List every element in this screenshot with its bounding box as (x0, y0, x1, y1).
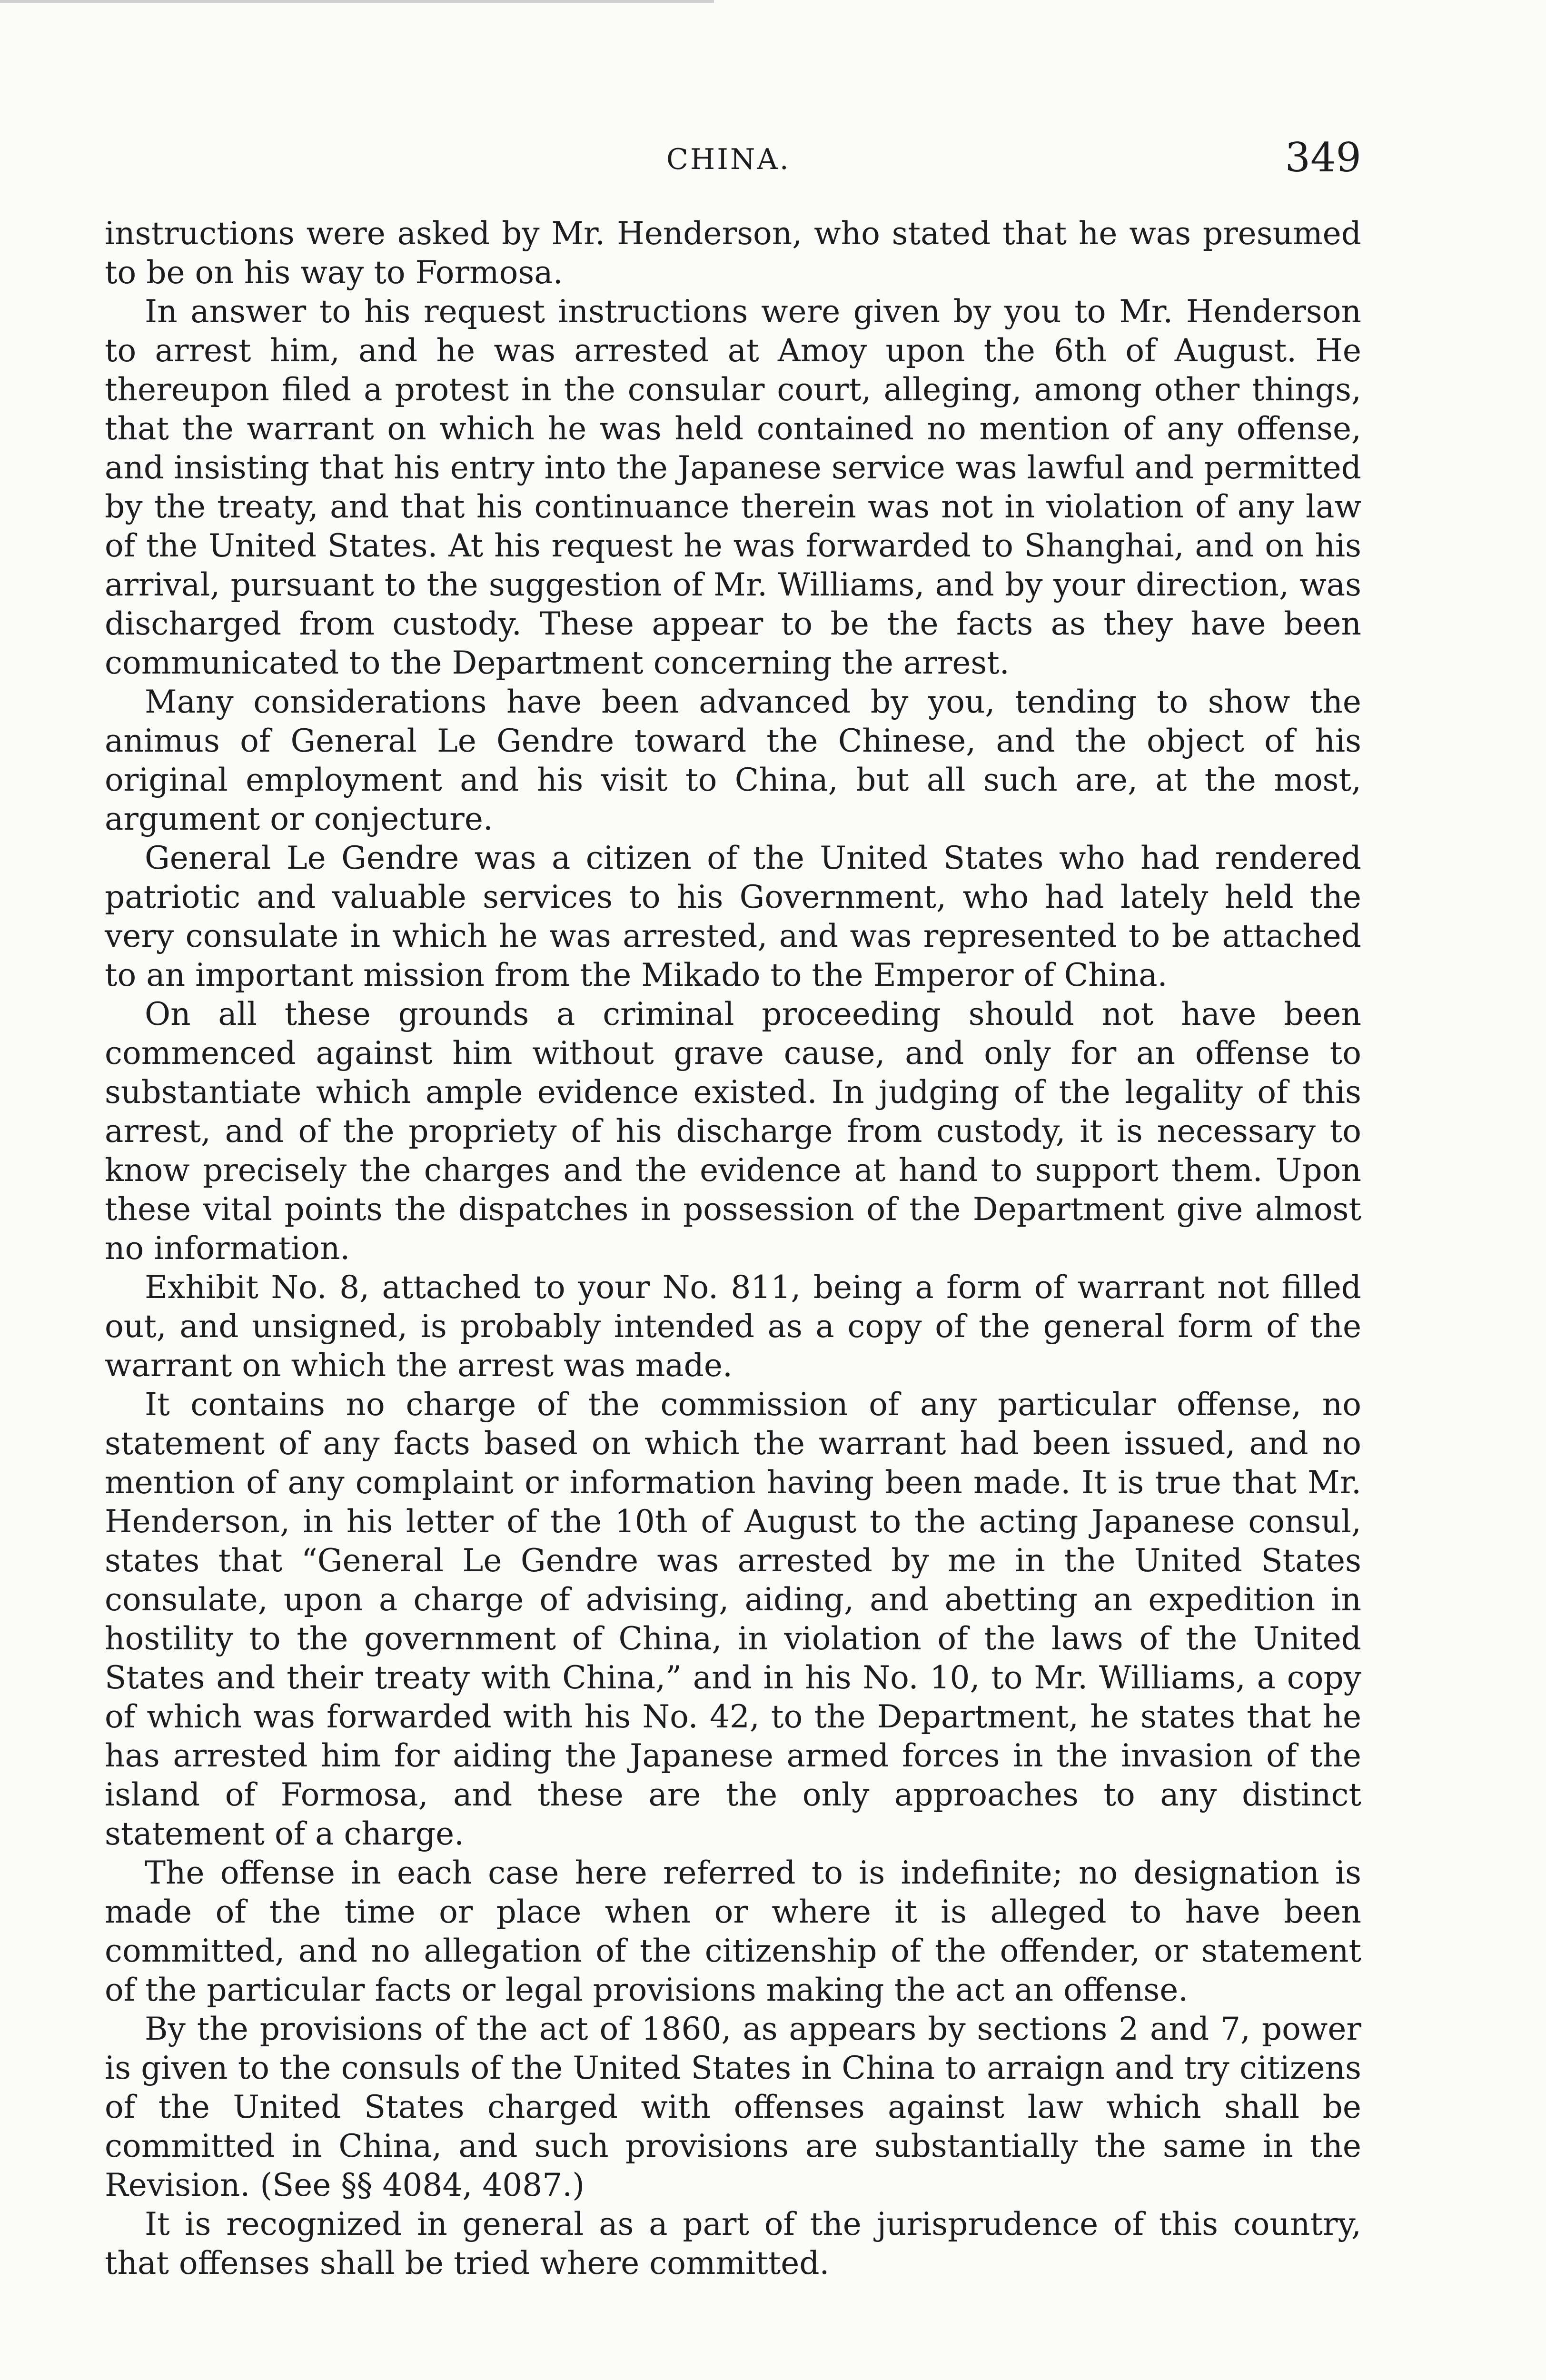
paragraph: In answer to his request instructions were given by you to Mr. Henderson to arrest him, and he was arrested at Amoy upon the 6th of August. He thereupon filed a protest in the consular court, alleging, among other things, that the warrant on which he was held contained no mention of any offense, and insisting that his entry into the Japanese service was lawful and permitted by the treaty, and that his continuance therein was not in violation of any law of the United States. At his request he was forwarded to Shanghai, and on his arrival, pursuant to the suggestion of Mr. Williams, and by your direction, was discharged from custody. These appear to be the facts as they have been communicated to the Department concerning the arrest. (105, 293, 1361, 681)
paragraph: General Le Gendre was a citizen of the United States who had rendered patriotic and valuable services to his Government, who had lately held the very consulate in which he was arrested, and was represented to be attached to an important mission from the Mikado to the Emperor of China. (105, 840, 1361, 993)
top-rule (0, 0, 714, 3)
paragraph: instructions were asked by Mr. Henderson, who stated that he was presumed to be on his way to Formosa. (105, 215, 1361, 291)
paragraph: It contains no charge of the commission of any particular offense, no statement of any facts based on which the warrant had been issued, and no mention of any complaint or information having been made. It is true that Mr. Henderson, in his letter of the 10th of August to the acting Japanese consul, states that “General Le Gendre was arrested by me in the United States consulate, upon a charge of advising, aiding, and abetting an expedition in hostility to the government of China, in violation of the laws of the United States and their treaty with China,” and in his No. 10, to Mr. Williams, a copy of which was forwarded with his No. 42, to the Department, he states that he has arrested him for aiding the Japanese armed forces in the invasion of the island of Formosa, and these are the only approaches to any distinct statement of a charge. (105, 1386, 1361, 1852)
paragraph: The offense in each case here referred to is indefinite; no designation is made of the time or place when or where it is alleged to have been committed, and no allegation of the citizenship of the offender, or statement of the particular facts or legal provisions making the act an offense. (105, 1854, 1361, 2008)
paragraph: By the provisions of the act of 1860, as appears by sections 2 and 7, power is given to the consuls of the United States in China to arraign and try citizens of the United States charged with offenses against law which shall be committed in China, and such provisions are substantially the same in the Revision. (See §§ 4084, 4087.) (105, 2011, 1361, 2203)
page-header (105, 134, 1361, 190)
body-text (105, 214, 1361, 2283)
paragraph: Exhibit No. 8, attached to your No. 811, being a form of warrant not filled out, and unsigned, is probably intended as a copy of the general form of the warrant on which the arrest was made. (105, 1269, 1361, 1384)
paragraph: Many considerations have been advanced by you, tending to show the animus of General Le Gendre toward the Chinese, and the object of his original employment and his visit to China, but all such are, at the most, argument or conjecture. (105, 684, 1361, 837)
paragraph: It is recognized in general as a part of the jurisprudence of this country, that offenses shall be tried where committed. (105, 2206, 1361, 2281)
running-title: CHINA. (666, 143, 791, 176)
paragraph: On all these grounds a criminal proceeding should not have been commenced against him without grave cause, and only for an offense to substantiate which ample evidence existed. In judging of the legality of this arrest, and of the propriety of his discharge from custody, it is necessary to know precisely the charges and the evidence at hand to support them. Upon these vital points the dispatches in possession of the Department give almost no information. (105, 996, 1361, 1267)
page-number: 349 (1285, 134, 1361, 181)
